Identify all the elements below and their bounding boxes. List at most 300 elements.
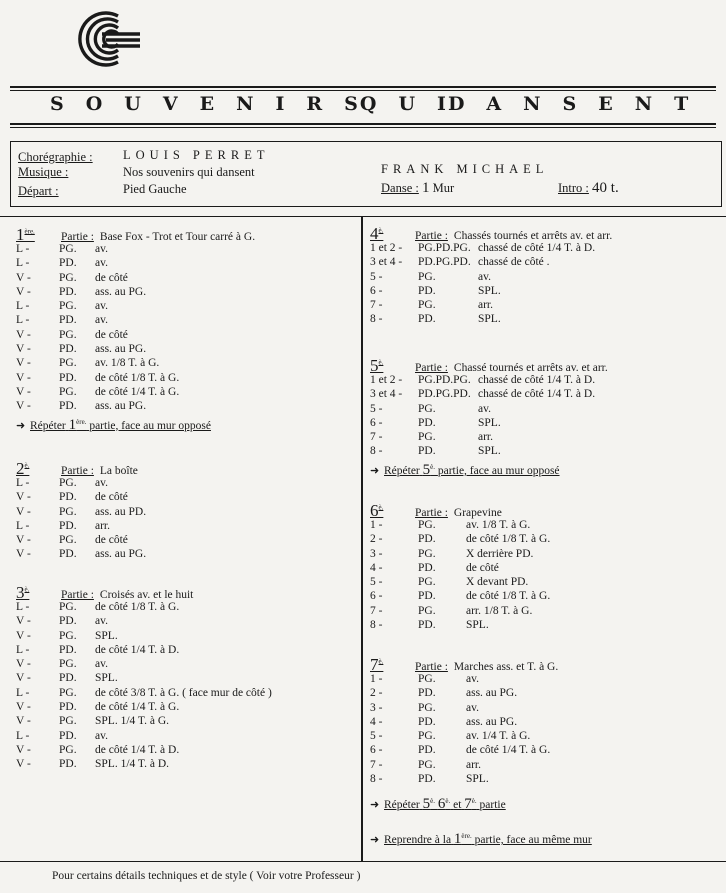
step-row [370,387,608,401]
part-header [370,655,559,674]
column-divider [361,216,363,862]
artist-name: FRANK MICHAEL [381,162,549,176]
part-2 [16,459,146,562]
step-action: ass. au PG. [95,285,147,298]
step-count: V - [16,629,31,642]
step-action: av. [95,615,108,628]
step-row [16,547,146,561]
step-count: 4 - [370,715,383,728]
step-count: V - [16,672,31,685]
step-action: SPL. [478,445,501,458]
step-action: de côté 1/4 T. à D. [95,643,180,656]
step-foot: PD. [59,672,77,685]
repeat-567-text: Répéter $5^{è.}$ $6^{è.}$ et $7^{è.}$ partie [384,796,506,812]
step-action: av. [95,300,108,313]
step-action: arr. [466,758,482,771]
step-action: ass. au PG. [95,400,147,413]
intro-info [558,180,619,197]
step-row [370,729,558,743]
part-title: Grapevine [453,507,502,519]
step-row [16,657,272,671]
step-action: de côté 1/8 T. à G. [466,533,551,546]
step-row [16,490,146,504]
step-action: av. [466,673,479,685]
dance-value-num: 1 [421,180,430,196]
start-value: Pied Gauche [123,182,187,196]
step-foot: PG. [418,547,436,560]
step-row [370,241,612,255]
footer-text: Pour certains détails techniques et de style ( Voir votre Professeur ) [52,870,361,882]
step-count: 8 - [370,313,383,326]
step-row [16,743,272,757]
title-letter: T [674,93,691,115]
step-action: arr. [478,431,494,444]
step-foot: PD. [418,416,436,429]
title-letter: I [437,93,448,115]
step-foot: PG. [59,385,77,398]
part-number: $7^{è.}$ [370,655,384,674]
step-count: L - [16,243,30,255]
part-label: Partie : [415,362,448,374]
step-count: V - [16,491,31,504]
title-word [360,93,448,115]
step-count: V - [16,343,31,356]
step-row [370,430,608,444]
part-title: Chassés tournés et arrêts av. et arr. [453,230,613,242]
intro-label: Intro : [558,181,589,195]
part-1 [16,225,255,434]
dance-value-text: Mur [432,181,455,195]
step-count: 5 - [370,402,383,415]
step-foot: PD. [418,715,436,728]
step-row [16,285,255,299]
intro-value: 40 t. [592,180,619,196]
step-foot: PG. [418,758,436,771]
step-count: L - [16,601,30,613]
step-count: L - [16,643,30,656]
step-action: X devant PD. [466,576,529,589]
step-foot: PD. [418,561,436,574]
title-letter: S [344,93,360,115]
step-action: av. [466,701,479,714]
title-letter: N [634,93,655,115]
step-foot: PD. [59,257,77,270]
step-action: chassé de côté 1/4 T. à D. [478,242,596,254]
title-letter: U [124,93,143,115]
step-count: L - [16,300,30,313]
part-header [370,224,613,243]
step-count: 6 - [370,284,383,297]
title-letter: S [50,93,66,115]
step-foot: PG. [418,604,436,617]
step-row [370,589,550,603]
step-foot: PG. [418,673,436,685]
step-row [16,356,255,370]
step-action: av. [95,243,108,255]
step-action: ass. au PG. [95,343,147,356]
repeat-text: Répéter $5^{è.}$ partie, face au mur opposé [384,461,560,478]
step-row [16,342,255,356]
step-row [16,533,146,547]
step-action: av. [95,314,108,327]
step-row [370,373,608,387]
step-count: L - [16,257,30,270]
step-foot: PD. [418,284,436,297]
step-count: L - [16,519,30,532]
part-header [370,356,608,375]
step-count: V - [16,357,31,370]
step-count: L - [16,314,30,327]
step-count: 1 et 2 - [370,374,403,386]
step-foot: PD. [418,590,436,603]
step-action: SPL. [478,284,501,297]
part-header [16,459,146,478]
top-rule-thin [10,90,716,91]
step-foot: PD.PG.PD. [418,388,471,401]
step-action: X derrière PD. [466,547,534,560]
step-row [16,299,255,313]
part-label: Partie : [61,465,94,477]
title-banner [10,92,716,116]
step-action: av. [95,477,108,489]
step-foot: PG. [59,328,77,341]
step-count: 6 - [370,744,383,757]
top-rule [10,86,716,88]
step-foot: PD. [59,519,77,532]
step-foot: PD. [59,615,77,628]
part-header [16,225,256,244]
step-row [370,618,550,632]
step-row [370,312,612,326]
step-row [370,518,550,532]
step-count: 5 - [370,576,383,589]
step-count: 5 - [370,270,383,283]
step-count: V - [16,285,31,298]
step-row [16,313,255,327]
step-action: de côté 1/4 T. à D. [95,743,180,756]
step-foot: PD. [418,619,436,632]
title-letter: O [85,93,105,115]
step-row [370,532,550,546]
dance-label: Danse : [381,181,419,195]
step-count: V - [16,328,31,341]
step-count: L - [16,477,30,489]
step-action: de côté 1/8 T. à G. [95,371,180,384]
step-foot: PG. [59,629,77,642]
step-count: V - [16,271,31,284]
part-label: Partie : [415,230,448,242]
step-row [16,686,272,700]
arrow-icon: ➜ [370,464,380,477]
part-3 [16,583,272,772]
step-count: 5 - [370,730,383,743]
part-4 [370,224,612,327]
step-count: V - [16,701,31,714]
step-count: V - [16,615,31,628]
part-number: $3^{è.}$ [16,583,30,602]
cc-stripes-logo [60,8,140,70]
step-foot: PG. [59,686,77,699]
step-count: 6 - [370,590,383,603]
step-count: V - [16,658,31,671]
step-count: V - [16,534,31,547]
step-row [16,271,255,285]
choreo-value: LOUIS PERRET [123,148,270,162]
step-action: de côté 1/8 T. à G. [95,601,180,613]
repeat-note [370,462,608,479]
part-title: La boîte [99,465,138,477]
step-action: SPL. [466,773,489,786]
title-letter: U [398,93,418,115]
arrow-icon: ➜ [16,419,26,432]
step-foot: PD. [59,643,77,656]
step-count: 3 et 4 - [370,388,403,401]
step-foot: PG. [418,576,436,589]
step-count: 8 - [370,619,383,632]
part-title: Base Fox - Trot et Tour carré à G. [99,231,256,243]
step-action: av. 1/8 T. à G. [95,357,160,370]
step-action: de côté [466,561,499,574]
title-letter: I [275,93,287,115]
step-row [16,385,255,399]
step-action: SPL. [95,672,118,685]
part-header [370,501,550,520]
banner-rule-thin [10,127,716,128]
title-word [448,93,690,115]
step-foot: PG. [59,271,77,284]
start-label: Départ : [18,184,59,198]
step-count: 3 et 4 - [370,256,403,269]
step-action: arr. [95,519,111,532]
part-number: $5^{è.}$ [370,356,384,375]
step-foot: PD. [418,533,436,546]
step-count: L - [16,686,30,699]
step-foot: PG. [418,730,436,743]
step-action: de côté 3/8 T. à G. ( face mur de côté ) [95,686,272,699]
step-action: chassé de côté . [478,256,550,269]
step-action: ass. au PG. [466,715,518,728]
arrow-icon: ➜ [370,834,380,846]
step-action: de côté 1/4 T. à G. [95,701,180,714]
step-action: chassé de côté 1/4 T. à D. [478,374,596,386]
part-number: $1^{ère.}$ [16,225,35,244]
info-box [10,141,722,207]
music-label: Musique : [18,165,69,179]
step-count: V - [16,371,31,384]
resume-text: Reprendre à la $1^{ère.}$ partie, face au même mur [384,831,592,847]
step-foot: PG. [59,658,77,671]
step-action: de côté [95,491,128,504]
step-foot: PG. [418,402,436,415]
step-row [16,371,255,385]
title-letter: N [523,93,543,115]
part-title: Croisés av. et le huit [99,589,194,601]
title-letter: E [199,93,217,115]
step-count: L - [16,729,30,742]
step-foot: PG. [59,715,77,728]
step-foot: PD. [59,400,77,413]
step-count: V - [16,743,31,756]
step-action: SPL. [478,416,501,429]
step-row [16,757,272,771]
part-label: Partie : [61,589,94,601]
arrow-icon: ➜ [370,799,380,811]
step-foot: PG. [59,477,77,489]
step-row [16,399,255,413]
step-foot: PG. [59,743,77,756]
step-row [370,772,558,786]
step-count: 4 - [370,561,383,574]
step-foot: PG. [59,357,77,370]
step-count: 7 - [370,758,383,771]
part-5 [370,356,608,479]
step-action: ass. au PG. [95,548,147,561]
step-foot: PG. [418,701,436,714]
step-row [370,298,612,312]
step-action: av. 1/4 T. à G. [466,730,531,743]
step-action: de côté 1/8 T. à G. [466,590,551,603]
part-label: Partie : [61,231,94,243]
step-foot: PD. [59,729,77,742]
step-row [16,600,272,614]
part-label: Partie : [415,661,448,673]
step-row [370,284,612,298]
repeat-note [16,417,255,434]
step-count: 7 - [370,604,383,617]
title-letter: V [162,93,180,115]
step-count: V - [16,758,31,771]
step-row [16,629,272,643]
step-row [16,328,255,342]
step-row [370,547,550,561]
step-action: arr. [478,299,494,312]
step-row [16,700,272,714]
step-count: 7 - [370,431,383,444]
dance-info [381,180,454,197]
step-foot: PG. [418,270,436,283]
part-number: $6^{è.}$ [370,501,384,520]
step-count: 1 - [370,519,383,531]
step-count: 3 - [370,547,383,560]
step-row [16,505,146,519]
part-header [16,583,272,602]
step-foot: PG.PD.PG. [418,242,471,254]
step-count: 8 - [370,773,383,786]
step-count: 3 - [370,701,383,714]
step-row [370,444,608,458]
title-letter: Q [359,93,379,115]
resume-note [370,831,592,848]
step-foot: PG. [59,300,77,313]
step-row [16,519,146,533]
step-foot: PG. [59,534,77,547]
step-action: av. [478,270,491,283]
step-foot: PD. [418,687,436,700]
step-row [16,256,255,270]
step-row [16,671,272,685]
step-foot: PG.PD.PG. [418,374,471,386]
step-action: de côté 1/4 T. à G. [466,744,551,757]
step-count: V - [16,400,31,413]
step-action: av. [478,402,491,415]
part-title: Chassé tournés et arrêts av. et arr. [453,362,608,374]
step-row [370,402,608,416]
step-action: SPL. [95,629,118,642]
repeat-text: Répéter $1^{ère.}$ partie, face au mur opposé [30,416,211,433]
step-action: de côté [95,534,128,547]
title-letter: S [562,93,579,115]
title-letter: A [486,93,504,115]
step-row [370,758,558,772]
music-value: Nos souvenirs qui dansent [123,165,255,179]
step-action: de côté 1/4 T. à G. [95,385,180,398]
step-row [16,643,272,657]
step-row [370,715,558,729]
step-foot: PD. [59,491,77,504]
step-row [370,255,612,269]
step-row [370,561,550,575]
step-row [370,270,612,284]
step-foot: PG. [418,431,436,444]
step-count: 2 - [370,687,383,700]
step-action: SPL. [478,313,501,326]
step-row [370,686,558,700]
banner-rule [10,123,716,125]
part-number: $4^{è.}$ [370,224,384,243]
step-foot: PD. [59,701,77,714]
title-word [50,93,360,115]
step-row [370,575,550,589]
step-row [16,614,272,628]
repeat-567-note [370,796,506,813]
step-foot: PG. [418,299,436,312]
part-6 [370,501,550,632]
step-action: av. [95,729,108,742]
step-count: 8 - [370,445,383,458]
step-action: av. [95,658,108,671]
step-count: 1 et 2 - [370,242,403,254]
step-row [16,476,146,490]
title-letter: R [306,93,325,115]
title-letter: D [447,93,467,115]
step-count: V - [16,505,31,518]
step-foot: PG. [59,601,77,613]
step-row [370,604,550,618]
step-foot: PD. [59,285,77,298]
step-action: SPL. 1/4 T. à D. [95,758,170,771]
part-title: Marches ass. et T. à G. [453,661,559,673]
step-foot: PD. [418,313,436,326]
step-foot: PD. [59,314,77,327]
title-letter: N [236,93,256,115]
step-foot: PG. [418,519,436,531]
step-foot: PD. [418,744,436,757]
step-action: SPL. [466,619,489,632]
step-count: V - [16,385,31,398]
step-row [370,416,608,430]
step-action: chassé de côté 1/4 T. à D. [478,388,596,401]
part-number: $2^{è.}$ [16,459,30,478]
step-count: V - [16,548,31,561]
step-action: SPL. 1/4 T. à G. [95,715,170,728]
step-action: ass. au PG. [466,687,518,700]
step-foot: PD. [59,343,77,356]
step-row [370,701,558,715]
step-action: de côté [95,271,128,284]
step-foot: PD. [59,548,77,561]
step-foot: PD. [59,758,77,771]
step-action: arr. 1/8 T. à G. [466,604,533,617]
